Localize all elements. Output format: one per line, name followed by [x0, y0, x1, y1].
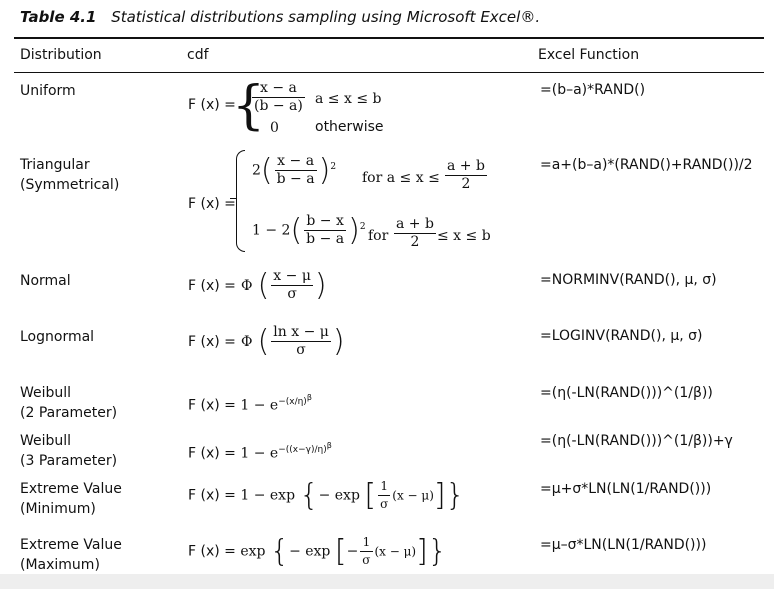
uniform-fraction: $\frac{x - a}{(b - a)}$	[254, 80, 303, 114]
header-distribution: Distribution	[20, 47, 102, 63]
lhs: F (x) =	[188, 97, 236, 113]
tri-bottom: 1 − 2( $\frac{b - x}{b - a}$ )$^2$	[252, 213, 366, 248]
row-name-weibull3: Weibull (3 Parameter)	[20, 433, 118, 469]
tri-cond1: for a ≤ x ≤	[362, 170, 440, 186]
caption-label: Table 4.1	[20, 8, 97, 26]
left-brace	[236, 150, 245, 252]
row-name-normal: Normal	[20, 273, 71, 289]
row-name-lognormal: Lognormal	[20, 329, 95, 345]
excel-lognormal: =LOGINV(RAND(), μ, σ)	[540, 328, 703, 344]
uniform-zero: 0	[270, 120, 279, 136]
uniform-otherwise: otherwise	[315, 119, 384, 135]
tri-apb-frac2: $\frac{a + b}{2}$	[396, 216, 434, 250]
page-footer-bar	[0, 574, 774, 589]
formula-evmin: F (x) = 1 − exp {− exp [ $\frac{1}{\sigma}$ (x − μ)]}	[188, 478, 465, 513]
left-brace: {	[232, 76, 266, 136]
lhs: F (x) =	[188, 196, 236, 212]
excel-evmax: =μ–σ*LN(LN(1/RAND()))	[540, 537, 707, 553]
header-excel: Excel Function	[538, 47, 640, 63]
row-name-uniform: Uniform	[20, 83, 76, 99]
caption-title: Statistical distributions sampling using Microsoft Excel®.	[111, 8, 541, 26]
formula-weibull3: F $(x) = 1 - e^{-((x-\gamma)/\eta)\beta}$	[188, 441, 332, 462]
row-name-evmin: Extreme Value (Minimum)	[20, 481, 122, 517]
row-name-weibull2: Weibull (2 Parameter)	[20, 385, 118, 421]
formula-weibull2: F $(x) = 1 - e^{-(x/\eta)\beta}$	[188, 393, 312, 414]
formula-evmax: F (x) = exp {− exp [− $\frac{1}{\sigma}$ (x − μ)]}	[188, 534, 447, 569]
excel-weibull2: =(η(-LN(RAND()))^(1/β))	[540, 385, 713, 401]
row-name-evmax: Extreme Value (Maximum)	[20, 537, 122, 573]
excel-normal: =NORMINV(RAND(), μ, σ)	[540, 272, 717, 288]
tri-top: 2( $\frac{x - a}{b - a}$ )$^2$	[252, 153, 337, 188]
tri-for2: for	[368, 228, 389, 244]
excel-weibull3: =(η(-LN(RAND()))^(1/β))+γ	[540, 433, 733, 449]
excel-triangular: =a+(b–a)*(RAND()+RAND())/2	[540, 157, 753, 173]
table-caption	[20, 8, 540, 26]
brace-tip	[230, 198, 236, 199]
uniform-condition: a ≤ x ≤ b	[315, 91, 382, 107]
tri-apb-frac1: $\frac{a + b}{2}$	[447, 158, 485, 192]
header-cdf: cdf	[187, 47, 209, 63]
header-rule	[14, 72, 764, 73]
excel-evmin: =μ+σ*LN(LN(1/RAND()))	[540, 481, 712, 497]
excel-uniform: =(b–a)*RAND()	[540, 82, 646, 98]
formula-normal: F (x) = Φ ( $\frac{x - \mu}{\sigma}$ )	[188, 268, 327, 303]
row-name-triangular: Triangular (Symmetrical)	[20, 157, 120, 193]
formula-lognormal: F (x) = Φ ( $\frac{\text{ln x − μ}}{\sigma}$ )	[188, 324, 345, 359]
tri-cond2: ≤ x ≤ b	[437, 228, 491, 244]
top-rule	[14, 37, 764, 39]
